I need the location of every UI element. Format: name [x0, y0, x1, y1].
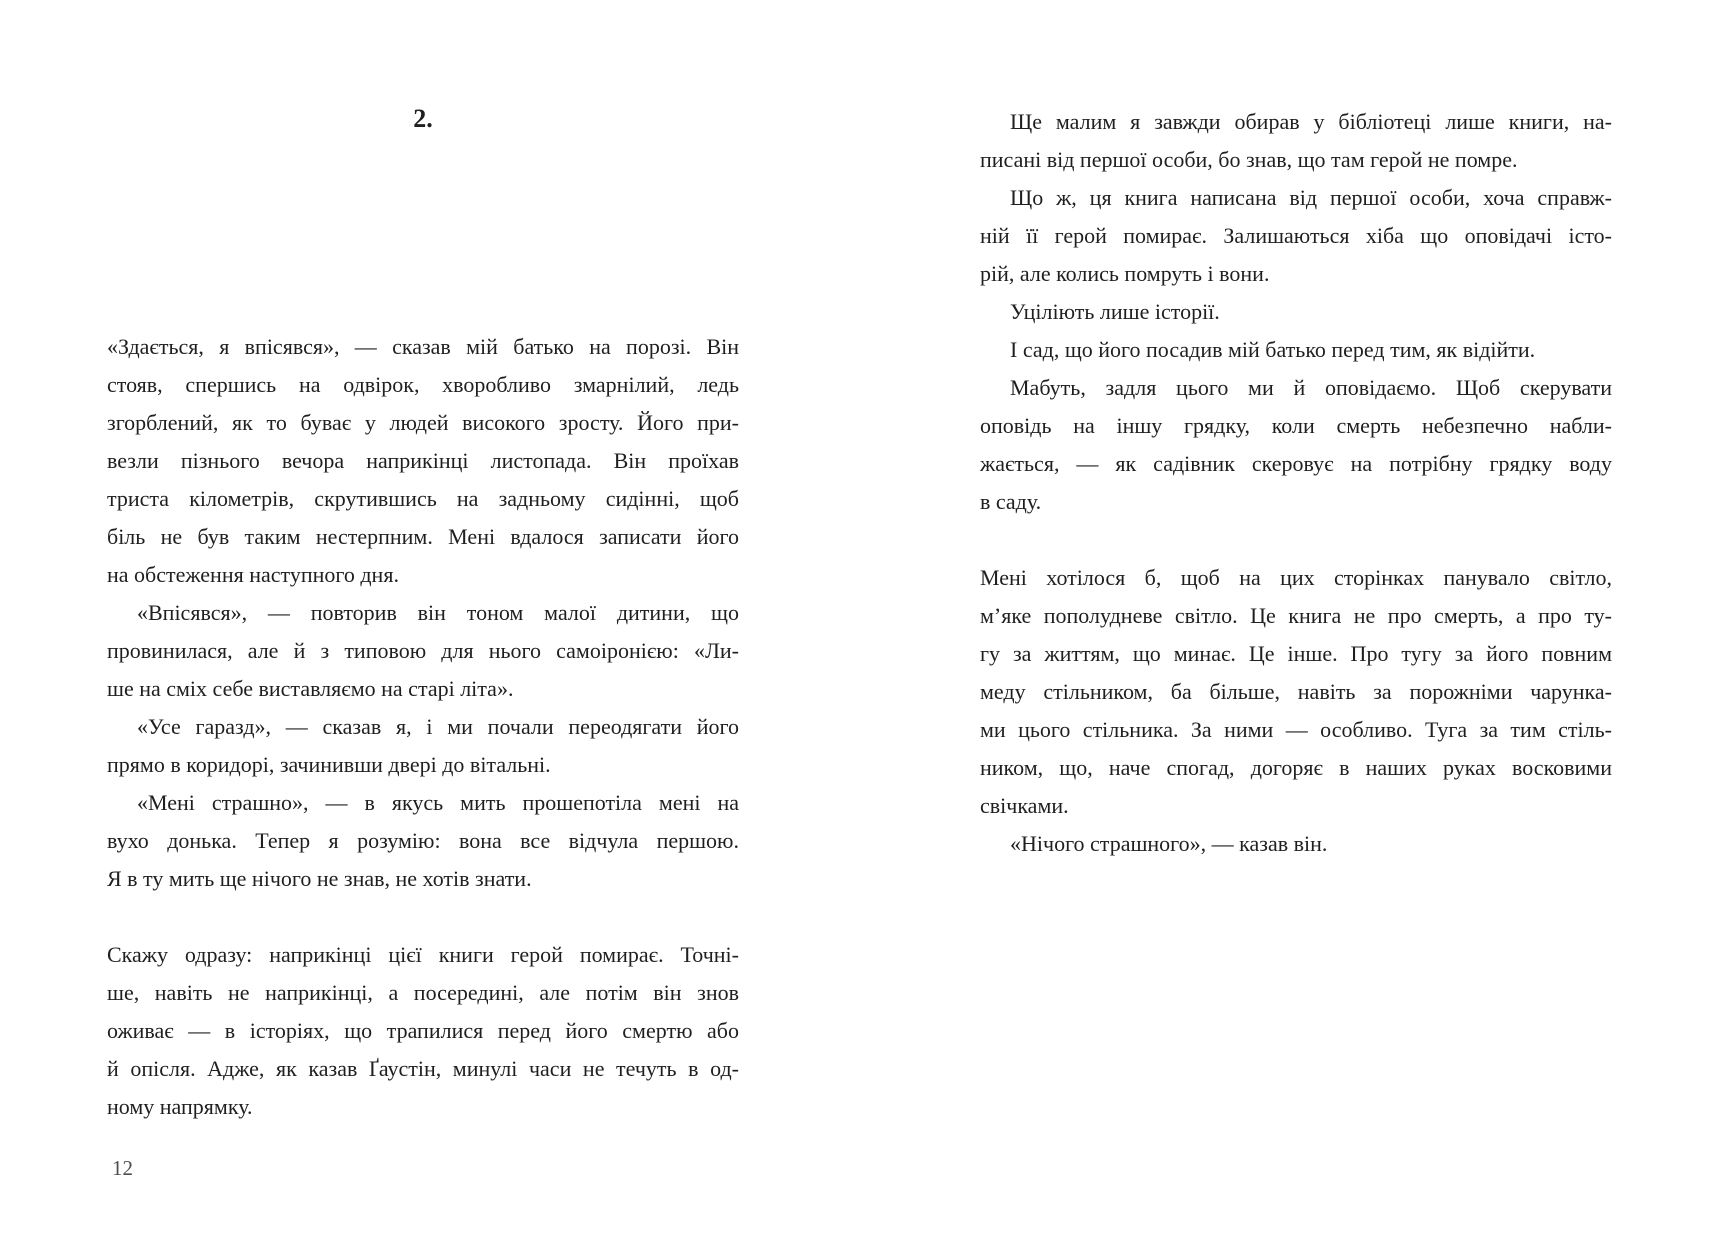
text-line: ному напрямку. [107, 1094, 253, 1119]
text-line: прямо в коридорі, зачинивши двері до вітальні. [107, 752, 551, 777]
text-line: «Усе гаразд», — сказав я, і ми почали переодягати його [137, 714, 739, 739]
paragraph [980, 559, 1612, 825]
page-number: 12 [112, 1156, 133, 1180]
text-line: меду стільником, ба більше, навіть за порожніми чарунка- [980, 679, 1612, 704]
text-line: ній її герой помирає. Залишаються хіба що оповідачі істо- [980, 223, 1612, 248]
text-line: гу за життям, що минає. Це інше. Про тугу за його повним [980, 641, 1612, 666]
paragraph [107, 328, 739, 594]
paragraph [107, 708, 739, 784]
paragraph [980, 331, 1612, 369]
text-line: й опісля. Адже, як казав Ґаустін, минулі часи не течуть в од- [107, 1056, 739, 1081]
text-line: писані від першої особи, бо знав, що там герой не помре. [980, 147, 1518, 172]
text-line: «Мені страшно», — в якусь мить прошепотіла мені на [137, 790, 739, 815]
text-line: м’яке пополудневе світло. Це книга не про смерть, а про ту- [980, 603, 1612, 628]
text-line: Я в ту мить ще нічого не знав, не хотів знати. [107, 866, 532, 891]
paragraph [107, 594, 739, 708]
text-line: триста кілометрів, скрутившись на задньому сидінні, щоб [107, 486, 739, 511]
text-line: «Здається, я впісявся», — сказав мій батько на порозі. Він [107, 334, 739, 359]
text-line: Ще малим я завжди обирав у бібліотеці лише книги, на- [1010, 109, 1612, 134]
text-line: Що ж, ця книга написана від першої особи, хоча справж- [1010, 185, 1612, 210]
text-line: біль не був таким нестерпним. Мені вдалося записати його [107, 524, 739, 549]
text-line: рій, але колись помруть і вони. [980, 261, 1270, 286]
text-line: згорблений, як то буває у людей високого зросту. Його при- [107, 410, 739, 435]
text-line: Мені хотілося б, щоб на цих сторінках панувало світло, [980, 565, 1612, 590]
text-line: везли пізнього вечора наприкінці листопада. Він проїхав [107, 448, 739, 473]
text-line: Мабуть, задля цього ми й оповідаємо. Щоб скерувати [1010, 375, 1612, 400]
text-line: ше, навіть не наприкінці, а посередині, але потім він знов [107, 980, 739, 1005]
text-line: оповідь на іншу грядку, коли смерть небезпечно набли- [980, 413, 1612, 438]
text-line: ми цього стільника. За ними — особливо. Туга за тим стіль- [980, 717, 1612, 742]
text-line: ником, що, наче спогад, догоряє в наших руках восковими [980, 755, 1612, 780]
paragraph [980, 179, 1612, 293]
paragraph [980, 293, 1612, 331]
chapter-number: 2. [413, 104, 433, 133]
text-line: І сад, що його посадив мій батько перед тим, як відійти. [1010, 337, 1536, 362]
text-line: стояв, спершись на одвірок, хворобливо змарнілий, ледь [107, 372, 739, 397]
text-line: на обстеження наступного дня. [107, 562, 399, 587]
text-line: Уціліють лише історії. [1010, 299, 1220, 324]
paragraph [980, 825, 1612, 863]
text-line: вухо донька. Тепер я розумію: вона все відчула першою. [107, 828, 739, 853]
paragraph [107, 784, 739, 898]
page-right-body [980, 103, 1612, 863]
text-line: оживає — в історіях, що трапилися перед його смертю або [107, 1018, 739, 1043]
text-line: «Впісявся», — повторив він тоном малої дитини, що [137, 600, 739, 625]
paragraph [107, 936, 739, 1126]
text-line: Скажу одразу: наприкінці цієї книги герой помирає. Точні- [107, 942, 739, 967]
text-line: свічками. [980, 793, 1069, 818]
paragraph [980, 369, 1612, 521]
text-line: «Нічого страшного», — казав він. [1010, 831, 1328, 856]
page-left-body [107, 328, 739, 1126]
paragraph [980, 103, 1612, 179]
text-line: провинилася, але й з типовою для нього самоіронією: «Ли- [107, 638, 739, 663]
text-line: ше на сміх себе виставляємо на старі літа». [107, 676, 514, 701]
text-line: в саду. [980, 489, 1042, 514]
text-line: жається, — як садівник скеровує на потрібну грядку воду [980, 451, 1612, 476]
